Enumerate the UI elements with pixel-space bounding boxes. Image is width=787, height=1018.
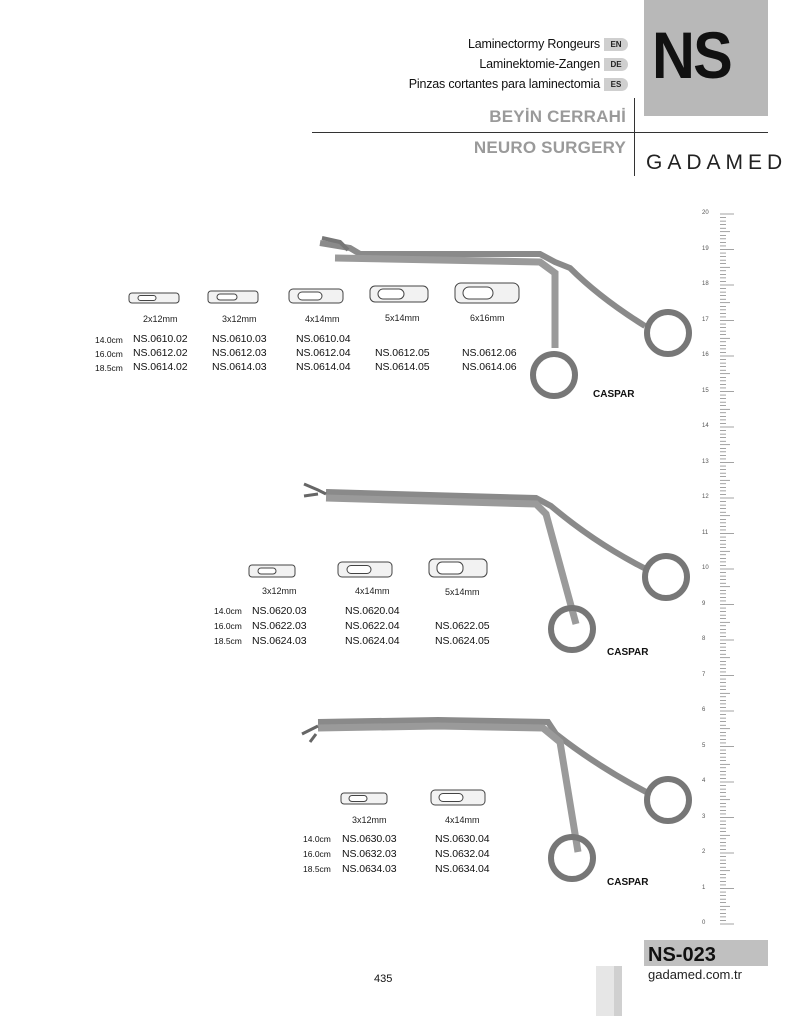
size-label: 2x12mm [143, 314, 178, 324]
ruler-label: 1 [702, 884, 706, 891]
length-label: 18.5cm [214, 636, 242, 646]
product-code: NS.0622.04 [345, 620, 400, 632]
size-label: 4x14mm [445, 815, 480, 825]
title-es [409, 76, 628, 92]
length-label: 16.0cm [95, 349, 123, 359]
product-code: NS.0624.03 [252, 635, 307, 647]
product-code: NS.0614.06 [462, 361, 517, 373]
product-code: NS.0632.04 [435, 848, 490, 860]
ruler-label: 8 [702, 636, 706, 642]
product-code: NS.0614.02 [133, 361, 188, 373]
ruler-label: 0 [702, 920, 706, 926]
header-vertical-divider [634, 98, 635, 176]
footer-shade-strip-2 [614, 966, 622, 1016]
title-en-text: Laminectormy Rongeurs [468, 37, 600, 51]
model-label: CASPAR [593, 389, 635, 400]
product-code: NS.0632.03 [342, 848, 397, 860]
title-de-text: Laminektomie-Zangen [479, 57, 600, 71]
product-code: NS.0622.05 [435, 620, 490, 632]
title-de [479, 56, 628, 72]
ruler-label: 19 [702, 245, 709, 252]
product-code: NS.0610.02 [133, 333, 188, 345]
lang-tag-es: ES [604, 78, 628, 91]
ruler-label: 4 [702, 778, 706, 784]
footer-code: NS-023 [648, 944, 716, 966]
length-label: 14.0cm [214, 606, 242, 616]
brand-logo: GADAMED [646, 151, 787, 174]
ruler-label: 7 [702, 671, 706, 678]
jaw-tip-6x16 [454, 280, 520, 306]
length-label: 18.5cm [303, 864, 331, 874]
product-code: NS.0612.05 [375, 347, 430, 359]
size-label: 6x16mm [470, 313, 505, 323]
title-es-text: Pinzas cortantes para laminectomia [408, 77, 600, 91]
product-code: NS.0614.05 [375, 361, 430, 373]
product-code: NS.0614.03 [212, 361, 267, 373]
length-label: 16.0cm [214, 621, 242, 631]
jaw-tip-5x14 [369, 283, 429, 305]
length-label: 18.5cm [95, 363, 123, 373]
product-code: NS.0624.05 [435, 635, 490, 647]
ruler-label: 12 [702, 494, 709, 500]
size-label: 3x12mm [352, 815, 387, 825]
product-code: NS.0612.06 [462, 347, 517, 359]
product-code: NS.0630.04 [435, 833, 490, 845]
footer-website: gadamed.com.tr [648, 967, 742, 982]
product-code: NS.0620.03 [252, 605, 307, 617]
jaw-tip-4x14 [430, 788, 486, 808]
footer-shade-strip [596, 966, 614, 1016]
ruler-label: 13 [702, 458, 709, 465]
size-label: 3x12mm [262, 586, 297, 596]
jaw-tip-4x14 [288, 286, 344, 306]
ruler-label: 17 [702, 316, 709, 323]
size-label: 5x14mm [445, 587, 480, 597]
category-en: NEURO SURGERY [473, 138, 626, 157]
size-label: 4x14mm [355, 586, 390, 596]
product-code: NS.0614.04 [296, 361, 351, 373]
ruler-label: 15 [702, 387, 709, 394]
jaw-tip-3x12 [248, 563, 296, 579]
product-code: NS.0612.03 [212, 347, 267, 359]
ruler-label: 6 [702, 707, 706, 713]
jaw-tip-3x12 [207, 288, 259, 306]
ruler-label: 2 [702, 849, 706, 855]
length-label: 16.0cm [303, 849, 331, 859]
ruler-label: 10 [702, 565, 709, 571]
lang-tag-de: DE [604, 58, 628, 71]
product-code: NS.0612.02 [133, 347, 188, 359]
page-number: 435 [374, 973, 393, 985]
product-code: NS.0610.03 [212, 333, 267, 345]
product-code: NS.0630.03 [342, 833, 397, 845]
ruler-label: 3 [702, 813, 706, 820]
jaw-tip-2x12 [128, 290, 180, 306]
ruler-label: 16 [702, 352, 709, 358]
length-label: 14.0cm [303, 834, 331, 844]
product-code: NS.0622.03 [252, 620, 307, 632]
product-code: NS.0634.03 [342, 863, 397, 875]
jaw-tip-5x14 [428, 557, 488, 579]
measurement-ruler [714, 206, 740, 932]
product-code: NS.0620.04 [345, 605, 400, 617]
size-label: 4x14mm [305, 314, 340, 324]
ruler-label: 11 [702, 529, 709, 536]
jaw-tip-4x14 [337, 560, 393, 580]
section-badge [644, 0, 768, 116]
model-label: CASPAR [607, 877, 649, 888]
ruler-label: 5 [702, 742, 706, 749]
length-label: 14.0cm [95, 335, 123, 345]
product-code: NS.0612.04 [296, 347, 351, 359]
ruler-label: 18 [702, 281, 709, 287]
product-code: NS.0634.04 [435, 863, 490, 875]
category-tr: BEYİN CERRAHİ [489, 107, 626, 126]
title-en [468, 36, 628, 52]
size-label: 3x12mm [222, 314, 257, 324]
ruler-label: 20 [702, 210, 709, 216]
ruler-label: 14 [702, 423, 709, 429]
lang-tag-en: EN [604, 38, 628, 51]
model-label: CASPAR [607, 647, 649, 658]
product-code: NS.0624.04 [345, 635, 400, 647]
product-code: NS.0610.04 [296, 333, 351, 345]
header-divider [312, 132, 768, 133]
jaw-tip-3x12 [340, 791, 388, 807]
ruler-label: 9 [702, 600, 706, 607]
section-badge-text: NS [652, 18, 731, 92]
size-label: 5x14mm [385, 313, 420, 323]
